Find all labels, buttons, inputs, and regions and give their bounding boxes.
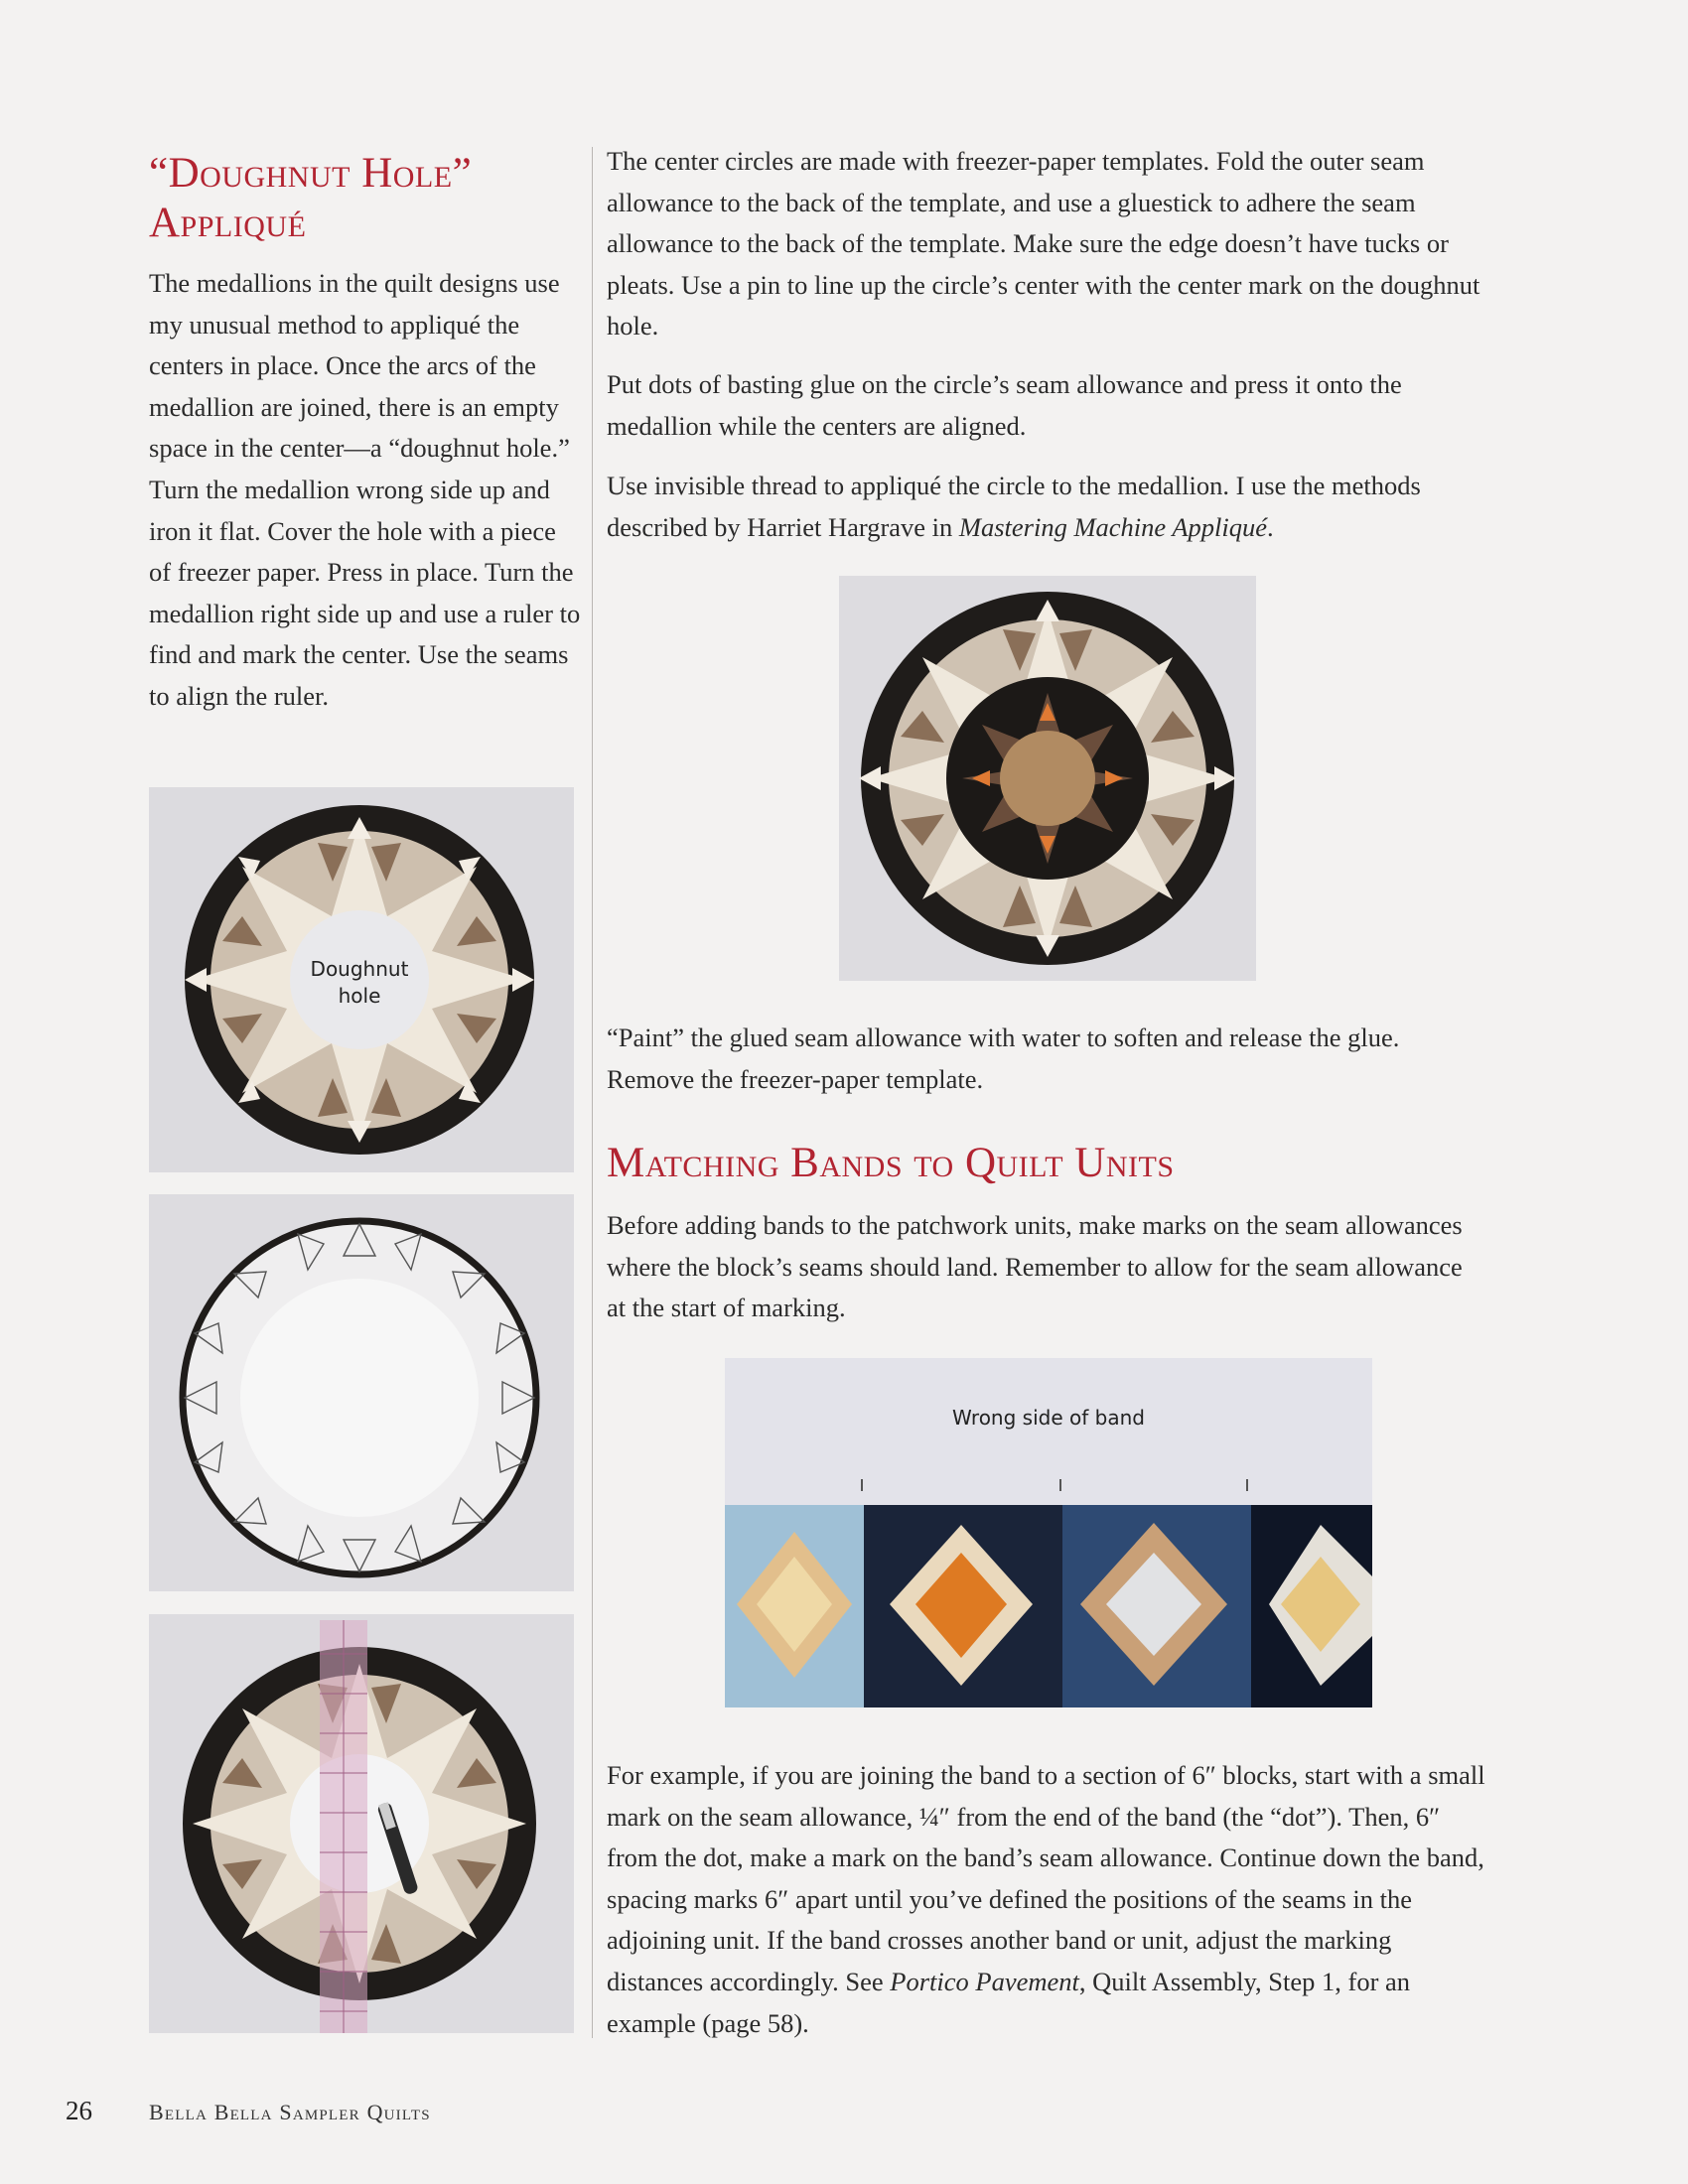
paragraph-example-blocks [607,1755,1490,2044]
heading-line-2: Appliqué [149,200,307,246]
page-number: 26 [66,2096,92,2125]
left-heading [149,149,576,248]
doughnut-hole-label-line2: hole [338,984,381,1008]
photo-band-marks [725,1358,1372,1707]
p6-text: For example, if you are joining the band to a section of 6″ blocks, start with a small mark on the seam allowance, ¼″ from the end of the band (the “dot”). Then, 6″ from the dot, make a mark on the band’s seam allowance. Continue down the band, spacing marks 6″ apart until you’ve defined the positions of the seams in the adjoining unit. If the band crosses another band or unit, adjust the marking distances accordingly. See [607,1760,1485,1996]
doughnut-hole-label-line1: Doughnut [310,957,409,981]
paragraph-adding-bands: Before adding bands to the patchwork units, make marks on the seam allowances where the block’s seams should land. Remember to allow for the seam allowance at the start of marking. [607,1210,1463,1323]
photo-wrong-side-freezer-paper [149,1194,574,1591]
paragraph-center-circles: The center circles are made with freezer-paper templates. Fold the outer seam allowance to the back of the template, and use a gluestick to adhere the seam allowance to the back of the template. Make sure the edge doesn’t have tucks or pleats. Use a pin to line up the circle’s center with the center mark on the doughnut hole. [607,146,1480,341]
band-label: Wrong side of band [952,1406,1145,1430]
photo-ruler-marking [149,1614,574,2033]
heading-line-1: “Doughnut Hole” [149,150,473,197]
p3-end: . [1267,511,1274,542]
photo-finished-medallion [839,576,1256,981]
pattern-name-portico: Portico Pavement [890,1966,1079,1996]
paragraph-basting-glue: Put dots of basting glue on the circle’s seam allowance and press it onto the medallion while the centers are aligned. [607,369,1402,441]
book-title-mastering: Mastering Machine Appliqué [958,511,1268,542]
column-divider [592,147,593,2038]
p3-text: Use invisible thread to appliqué the circle to the medallion. I use the methods described by Harriet Hargrave in [607,471,1421,542]
doughnut-hole-label [283,956,436,1010]
paragraph-invisible-thread [607,466,1480,548]
doughnut-paragraph: The medallions in the quilt designs use my unusual method to appliqué the centers in place. Once the arcs of the medallion are joined, there is an empty space in the center—a “doughnut hole.” Turn the medallion wrong side up and iron it flat. Cover the hole with a piece of freezer paper. Press in place. Turn the medallion right side up and use a ruler to find and mark the center. Use the seams to align the ruler. [149,268,581,711]
section-heading-matching-bands: Matching Bands to Quilt Units [607,1140,1175,1186]
photo-doughnut-hole [149,787,574,1172]
p6-end: , Quilt Assembly, Step 1, for an example (page 58). [607,1966,1411,2038]
section-heading-doughnut [149,149,576,248]
running-footer-title: Bella Bella Sampler Quilts [149,2100,431,2124]
paragraph-paint-water: “Paint” the glued seam allowance with water to soften and release the glue. Remove the freezer-paper template. [607,1023,1400,1094]
